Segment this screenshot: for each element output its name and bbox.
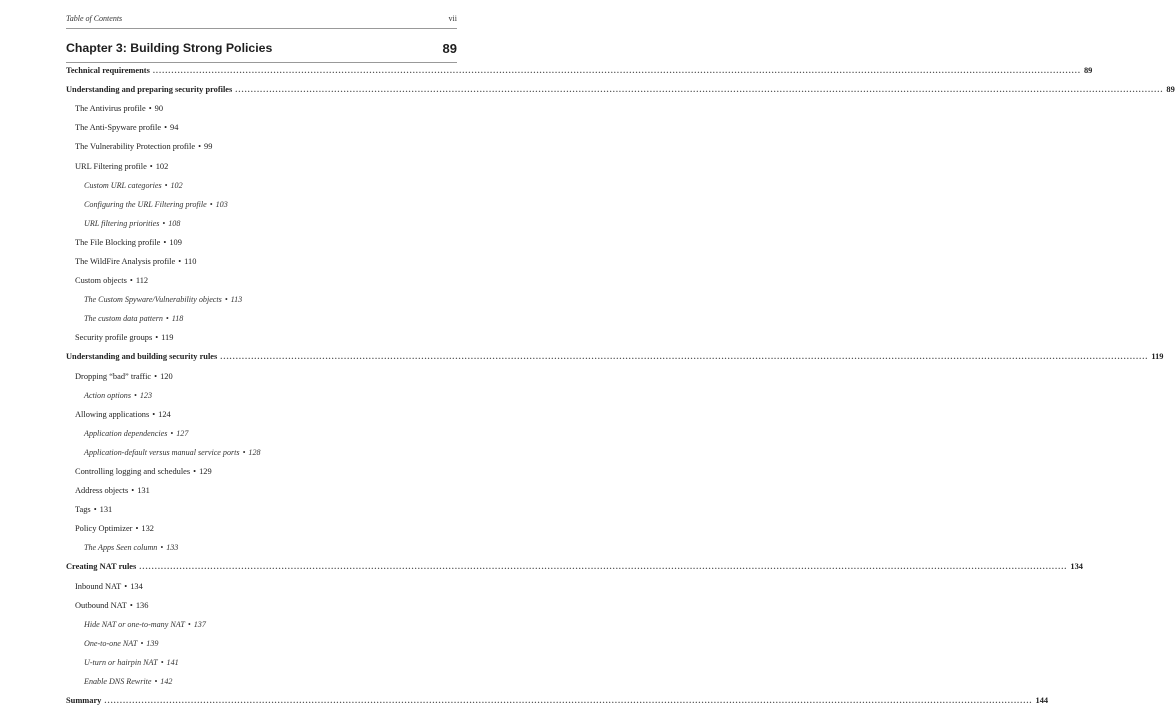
toc-entry-title: Custom objects [75,276,127,286]
toc-entry-page: 113 [230,295,243,305]
dot-leader: ............................................................................................................................................................................................................................................................................................................ [220,352,1149,362]
toc-entry[interactable] [66,672,457,691]
bullet-separator: • [149,161,153,171]
toc-entry[interactable] [66,99,457,118]
toc-entry-title: The Apps Seen column [84,543,158,553]
toc-entry-title: Policy Optimizer [75,524,133,534]
toc-entry-page: 119 [161,333,174,343]
bullet-separator: • [162,218,166,228]
bullet-separator: • [129,276,133,286]
toc-entry[interactable] [66,290,457,309]
toc-entry-page: 134 [130,581,143,591]
toc-entry[interactable] [66,596,457,615]
dot-leader: ............................................................................................................................................................................................................................................................................................................ [104,696,1033,706]
toc-entry[interactable] [66,386,457,405]
toc-entry-page: 108 [168,218,181,228]
toc-entry-page: 137 [193,619,206,629]
bullet-separator: • [209,199,213,209]
bullet-separator: • [129,600,133,610]
running-header [66,14,457,26]
toc-entry-title: The Antivirus profile [75,104,146,114]
toc-entry[interactable] [66,538,457,557]
bullet-separator: • [170,428,174,438]
header-rule [66,28,457,29]
toc-entry-title: One-to-one NAT [84,638,138,648]
toc-entry-page: 144 [1035,696,1049,706]
toc-entry-page: 103 [215,199,228,209]
bullet-separator: • [154,371,158,381]
toc-entry-title: Understanding and preparing security profiles [66,85,233,95]
toc-entry-page: 89 [1083,66,1093,76]
bullet-separator: • [224,295,228,305]
bullet-separator: • [165,314,169,324]
bullet-separator: • [140,638,144,648]
toc-entry[interactable] [66,424,457,443]
toc-entry-title: URL filtering priorities [84,218,160,228]
toc-entry[interactable] [66,137,457,156]
toc-entry-page: 124 [158,409,171,419]
toc-entry-page: 131 [137,486,150,496]
toc-entry[interactable] [66,367,457,386]
toc-entry-page: 139 [146,638,159,648]
toc-entry[interactable] [66,462,457,481]
toc-entry-page: 133 [166,543,179,553]
toc-entry[interactable] [66,271,457,290]
toc-entry-page: 141 [166,657,179,667]
toc-entry[interactable] [66,80,1175,99]
bullet-separator: • [160,657,164,667]
toc-entry-title: URL Filtering profile [75,161,147,171]
toc-entry[interactable] [66,500,457,519]
bullet-separator: • [164,123,167,133]
toc-entry-title: The File Blocking profile [75,237,161,247]
toc-entry-title: The Custom Spyware/Vulnerability objects [84,295,222,305]
toc-entry-page: 123 [139,390,152,400]
toc-entry-title: The Vulnerability Protection profile [75,142,196,152]
toc-entry-title: Application-default versus manual service ports [84,447,240,457]
toc-entry-title: Application dependencies [84,428,168,438]
toc-entry-title: Technical requirements [66,66,150,76]
toc-entry-title: Inbound NAT [75,581,122,591]
toc-entry-title: Enable DNS Rewrite [84,677,152,687]
toc-entry-title: Outbound NAT [75,600,127,610]
toc-entry[interactable] [66,252,457,271]
toc-entry[interactable] [66,347,1164,366]
toc-entry[interactable] [66,118,457,137]
bullet-separator: • [198,142,201,152]
toc-entry[interactable] [66,443,457,462]
bullet-separator: • [93,505,97,515]
bullet-separator: • [152,409,156,419]
toc-entry-title: Action options [84,390,131,400]
dot-leader: ............................................................................................................................................................................................................................................................................................................ [235,85,1164,95]
bullet-separator: • [193,467,197,477]
toc-entry[interactable] [66,233,457,252]
toc-entry-page: 99 [204,142,213,152]
bullet-separator: • [242,447,246,457]
toc-entry-title: The Anti-Spyware profile [75,123,162,133]
toc-entry-title: The custom data pattern [84,314,163,324]
toc-entry-page: 132 [141,524,154,534]
toc-entry[interactable] [66,156,457,175]
bullet-separator: • [135,524,139,534]
toc-entry-title: Understanding and building security rules [66,352,218,362]
toc-entry[interactable] [66,615,457,634]
bullet-separator: • [155,333,159,343]
toc-entry[interactable] [66,557,1083,576]
dot-leader: ............................................................................................................................................................................................................................................................................................................ [139,562,1068,572]
toc-entry[interactable] [66,214,457,233]
toc-entry[interactable] [66,519,457,538]
bullet-separator: • [164,180,168,190]
toc-entry-page: 128 [248,447,261,457]
toc-entry-page: 94 [170,123,179,133]
toc-entry-title: Allowing applications [75,409,150,419]
toc-entry-title: Tags [75,505,91,515]
toc-entry-title: Creating NAT rules [66,562,137,572]
toc-entry-title: Dropping “bad” traffic [75,371,152,381]
toc-entry-page: 120 [160,371,173,381]
bullet-separator: • [187,619,191,629]
toc-entry-page: 110 [184,256,197,266]
chapter-title: Chapter 3: Building Strong Policies [66,41,273,55]
toc-entry[interactable] [66,61,1093,80]
toc-entry[interactable] [66,691,1049,710]
toc-list [66,61,1175,710]
toc-entry-page: 102 [170,180,183,190]
toc-entry[interactable] [66,176,457,195]
toc-entry-title: Controlling logging and schedules [75,467,191,477]
toc-entry-page: 142 [160,677,173,687]
page-number: vii [448,14,457,23]
bullet-separator: • [131,486,135,496]
toc-entry-page: 136 [135,600,149,610]
toc-entry[interactable] [66,577,457,596]
toc-entry[interactable] [66,405,457,424]
toc-entry-page: 129 [199,467,212,477]
toc-entry-page: 89 [1166,85,1175,95]
bullet-separator: • [178,256,182,266]
toc-entry-title: U-turn or hairpin NAT [84,657,158,667]
toc-entry-page: 127 [176,428,189,438]
toc-entry[interactable] [66,481,457,500]
toc-entry[interactable] [66,653,457,672]
toc-entry-title: Summary [66,696,102,706]
toc-entry-page: 102 [155,161,169,171]
toc-entry-title: The WildFire Analysis profile [75,256,176,266]
chapter-page: 89 [442,40,457,56]
toc-entry-title: Hide NAT or one-to-many NAT [84,619,185,629]
toc-entry-page: 118 [171,314,184,324]
toc-entry-page: 109 [169,237,182,247]
toc-entry-title: Security profile groups [75,333,153,343]
toc-entry-title: Custom URL categories [84,180,162,190]
bullet-separator: • [160,543,164,553]
toc-entry-page: 119 [1151,352,1164,362]
toc-entry[interactable] [66,328,457,347]
toc-entry[interactable] [66,634,457,653]
toc-entry[interactable] [66,309,457,328]
bullet-separator: • [124,581,128,591]
chapter-heading[interactable] [66,38,457,58]
toc-entry-page: 131 [99,505,113,515]
bullet-separator: • [148,104,152,114]
toc-entry[interactable] [66,195,457,214]
toc-entry-page: 112 [135,276,149,286]
toc-entry-page: 90 [154,104,164,114]
bullet-separator: • [154,677,158,687]
dot-leader: ............................................................................................................................................................................................................................................................................................................ [152,66,1081,76]
bullet-separator: • [134,390,137,400]
toc-entry-page: 134 [1070,562,1083,572]
running-title: Table of Contents [66,14,123,23]
bullet-separator: • [163,237,167,247]
toc-entry-title: Address objects [75,486,129,496]
toc-entry-title: Configuring the URL Filtering profile [84,199,207,209]
